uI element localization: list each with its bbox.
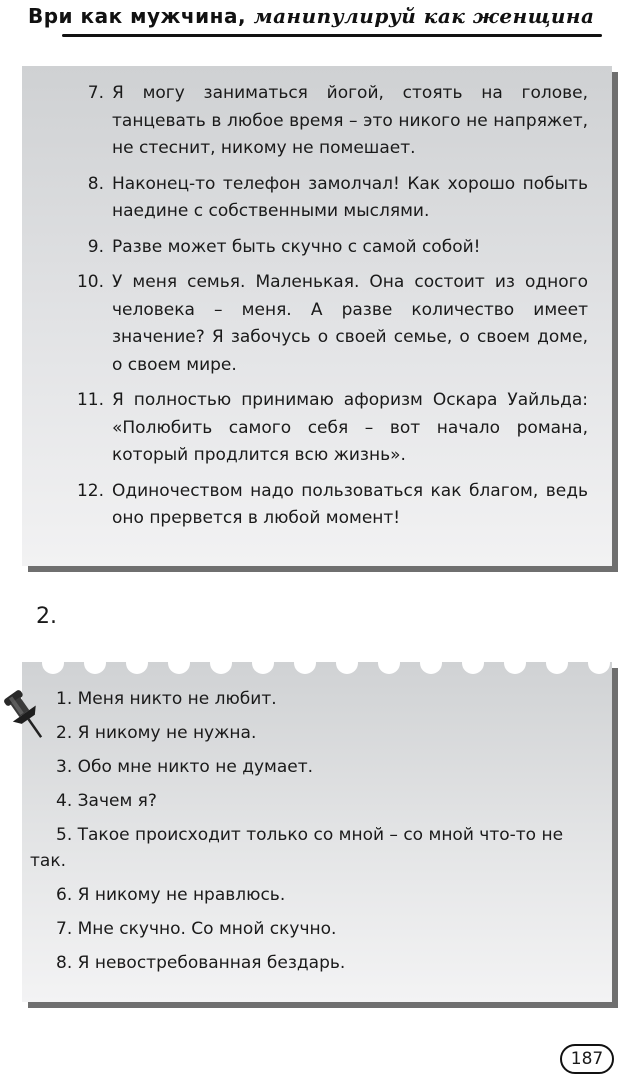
list-item [22,234,612,262]
list-item: 1. Меня никто не любит. [56,689,277,709]
item-number: 12. [76,480,104,501]
item-text: У меня семья. Маленькая. Она состоит из одного человека – меня. А разве количество имеет значение? Я забочусь о своей семье, о своем доме, о своем мире. [112,272,588,375]
list-item: 2. Я никому не нужна. [56,723,257,743]
list-item: 4. Зачем я? [56,791,157,811]
positive-list [22,80,612,541]
list-item [22,269,612,379]
item-text: Одиночеством надо пользоваться как благом, ведь оно прервется в любой момент! [112,480,588,528]
header-title-left: Ври как мужчина, [28,4,247,28]
item-text: Разве может быть скучно с самой собой! [112,236,481,257]
list-box-positive [22,66,612,566]
pushpin-icon [0,684,52,748]
list-item [22,478,612,533]
running-header [0,0,620,52]
running-header-title [28,4,594,28]
header-underline [62,34,602,37]
page-number: 187 [560,1044,614,1074]
item-text: Наконец-то телефон замолчал! Как хорошо побыть наедине с собственными мыслями. [112,173,588,221]
list-item [22,80,612,163]
item-text: Я полностью принимаю афоризм Оскара Уайльда: «Полюбить самого себя – вот начало романа, который продлится всю жизнь». [112,390,588,465]
header-title-right: манипулируй как женщина [253,4,595,28]
item-number: 10. [76,272,104,292]
list-item [22,387,612,470]
list-item: 3. Обо мне никто не думает. [56,757,314,777]
list-item [22,171,612,226]
item-number: 9. [87,236,104,257]
list-item: 5. Такое происходит только со мной – со мной что-то не так. [30,825,564,871]
negative-list [22,686,612,984]
list-item: 6. Я никому не нравлюсь. [56,885,286,905]
list-item: 8. Я невостребованная бездарь. [56,953,346,973]
item-number: 7. [87,83,104,103]
notepad-binding-holes [22,652,612,672]
notepad-box-negative [22,662,612,1002]
section-number: 2. [36,604,57,629]
list-item: 7. Мне скучно. Со мной скучно. [56,919,337,939]
item-text: Я могу заниматься йогой, стоять на голове, танцевать в любое время – это никого не напряжет, не стеснит, никому не помешает. [112,83,588,158]
item-number: 8. [87,173,104,194]
item-number: 11. [76,390,104,410]
